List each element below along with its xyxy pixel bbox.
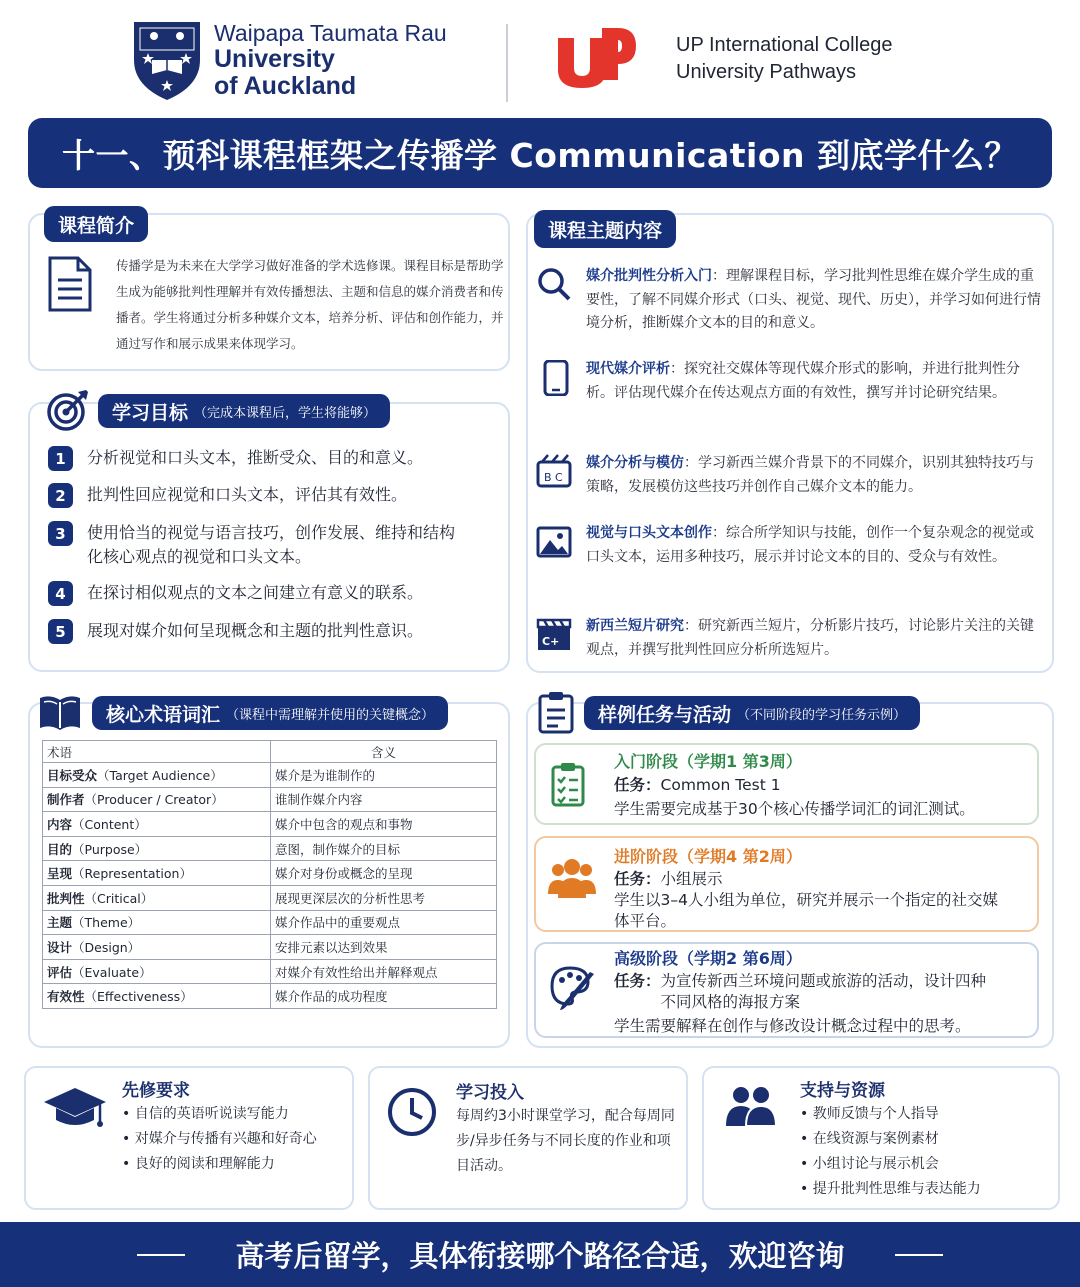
tasks-subheading: （不同阶段的学习任务示例） [737, 707, 907, 723]
topic-text: ：理解课程目标，学习批判性思维在媒介学生成的重要性，了解不同媒介形式（口头、视觉、现代、历史），并学习如何进行情境分析，推断媒介文本的目的和意义。 [586, 268, 1041, 331]
clock-icon [386, 1086, 438, 1138]
term-en: （Effectiveness） [84, 989, 193, 1005]
table-row [43, 812, 497, 837]
prereq-list [122, 1102, 317, 1177]
goal-text: 在探讨相似观点的文本之间建立有意义的联系。 [87, 583, 424, 602]
goal-number: 4 [48, 581, 73, 606]
svg-text:C+: C+ [542, 635, 560, 648]
university-crest-logo [132, 20, 202, 102]
university-name [214, 20, 447, 100]
target-icon [46, 388, 90, 432]
topic-text: ：研究新西兰短片，分析影片技巧，讨论影片关注的关键观点，并撰写批判性回应分析所选短片。 [586, 618, 1034, 658]
table-row [43, 836, 497, 861]
glossary-meaning: 意图，制作媒介的目标 [271, 836, 497, 861]
column-header-term: 术语 [43, 741, 271, 763]
glossary-table-body [43, 763, 497, 1009]
glossary-heading [92, 696, 448, 730]
glossary-meaning: 媒介对身份或概念的呈现 [271, 861, 497, 886]
clipboard-icon [538, 690, 574, 734]
goal-item-2 [48, 483, 488, 508]
goal-item-1 [48, 446, 488, 471]
task-body [614, 775, 1034, 820]
table-row [43, 959, 497, 984]
term-en: （Evaluate） [72, 964, 152, 980]
palette-brush-icon [548, 964, 598, 1014]
footer-banner [0, 1222, 1080, 1287]
glossary-term [43, 885, 271, 910]
glossary-term [43, 935, 271, 960]
topic-item-1 [586, 265, 1044, 336]
list-item: • 提升批判性思维与表达能力 [800, 1177, 981, 1202]
clapperboard-icon [536, 616, 572, 652]
goal-number: 2 [48, 483, 73, 508]
up-college-name [676, 32, 892, 86]
table-row [43, 885, 497, 910]
term-zh: 目的 [47, 841, 73, 857]
topic-item-3 [586, 452, 1044, 499]
term-en: （Design） [72, 939, 141, 955]
list-item: • 教师反馈与个人指导 [800, 1102, 981, 1127]
media-box-icon [536, 452, 572, 488]
glossary-term [43, 910, 271, 935]
topics-heading [534, 210, 676, 248]
up-college-name-line1: UP International College [676, 34, 893, 56]
term-zh: 主题 [47, 915, 73, 931]
topic-title: 新西兰短片研究 [586, 618, 684, 634]
image-icon [536, 524, 572, 560]
footer-text: 高考后留学，具体衔接哪个路径合适，欢迎咨询 [235, 1239, 845, 1273]
glossary-term [43, 763, 271, 788]
goals-heading [98, 394, 390, 428]
intro-text: 传播学是为未来在大学学习做好准备的学术选修课。课程目标是帮助学生成为能够批判性理解并有效传播想法、主题和信息的媒介消费者和传播者。学生将通过分析多种媒介文本，培养分析、评估和创作能力，并通过写作和展示成果来体现学习。 [116, 258, 504, 351]
glossary-meaning: 安排元素以达到效果 [271, 935, 497, 960]
topic-item-2 [586, 358, 1044, 405]
footer-dash-right [895, 1254, 943, 1256]
topic-text: ：学习新西兰媒介背景下的不同媒介，识别其独特技巧与策略，发展模仿这些技巧并创作自己媒介文本的能力。 [586, 455, 1034, 495]
task-label: 任务： [614, 972, 661, 990]
table-row [43, 787, 497, 812]
goal-number: 5 [48, 619, 73, 644]
graduation-cap-icon [42, 1086, 108, 1132]
university-name-maori: Waipapa Taumata Rau [214, 20, 447, 46]
topic-title: 现代媒介评析 [586, 361, 670, 377]
list-item: • 小组讨论与展示机会 [800, 1152, 981, 1177]
glossary-term [43, 861, 271, 886]
table-row [43, 763, 497, 788]
intro-heading [44, 206, 148, 242]
task-body [614, 869, 1004, 932]
goals-subheading: （完成本课程后，学生将能够） [194, 405, 377, 421]
topics-heading-text: 课程主题内容 [548, 219, 663, 242]
task-stage: 进阶阶段（学期4 第2周） [614, 847, 802, 866]
term-zh: 制作者 [47, 792, 85, 808]
term-en: （Target Audience） [97, 767, 223, 783]
goals-heading-text: 学习目标 [112, 401, 189, 424]
topic-text: ：综合所学知识与技能，创作一个复杂观念的视觉或口头文本，运用多种技巧，展示并讨论文本的目的、受众与有效性。 [586, 525, 1034, 565]
table-header-row [43, 741, 497, 763]
glossary-meaning: 媒介作品中的重要观点 [271, 910, 497, 935]
support-heading: 支持与资源 [800, 1081, 885, 1101]
list-item: • 良好的阅读和理解能力 [122, 1152, 317, 1177]
table-row [43, 935, 497, 960]
task-label: 任务： [614, 870, 661, 888]
list-item: • 在线资源与案例素材 [800, 1127, 981, 1152]
term-zh: 设计 [47, 939, 73, 955]
goal-text: 分析视觉和口头文本，推断受众、目的和意义。 [87, 448, 424, 467]
glossary-term [43, 959, 271, 984]
table-row [43, 861, 497, 886]
tasks-heading-text: 样例任务与活动 [598, 703, 732, 726]
glossary-term [43, 812, 271, 837]
task-name: Common Test 1 [660, 776, 781, 794]
term-en: （Producer / Creator） [84, 792, 224, 808]
workload-heading: 学习投入 [456, 1083, 524, 1103]
topic-item-4 [586, 522, 1044, 569]
table-row [43, 910, 497, 935]
svg-text:B C: B C [544, 471, 563, 484]
glossary-heading-text: 核心术语词汇 [106, 703, 221, 726]
task-card-advanced [534, 836, 1039, 932]
term-zh: 批判性 [47, 890, 85, 906]
support-list [800, 1102, 981, 1202]
task-stage: 高级阶段（学期2 第6周） [614, 949, 802, 968]
topic-item-5 [586, 615, 1044, 662]
prereq-heading: 先修要求 [122, 1081, 190, 1101]
list-item: • 对媒介与传播有兴趣和好奇心 [122, 1127, 317, 1152]
glossary-meaning: 谁制作媒介内容 [271, 787, 497, 812]
smartphone-icon [538, 360, 574, 396]
university-name-line2: University [214, 45, 335, 73]
task-name: 为宣传新西兰环境问题或旅游的活动，设计四种不同风格的海报方案 [660, 972, 987, 1011]
term-zh: 评估 [47, 964, 73, 980]
topic-title: 视觉与口头文本创作 [586, 525, 712, 541]
topic-text: ：探究社交媒体等现代媒介形式的影响，并进行批判性分析。评估现代媒介在传达观点方面的有效性，撰写并讨论研究结果。 [586, 361, 1020, 401]
workload-text: 每周约3小时课堂学习，配合每周同步/异步任务与不同长度的作业和项目活动。 [456, 1108, 675, 1174]
glossary-subheading: （课程中需理解并使用的关键概念） [226, 707, 435, 723]
university-name-line3: of Auckland [214, 72, 357, 100]
glossary-meaning: 展现更深层次的分析性思考 [271, 885, 497, 910]
task-card-intro [534, 743, 1039, 825]
workload-card [368, 1066, 688, 1210]
checklist-icon [550, 761, 590, 809]
goal-text: 使用恰当的视觉与语言技巧，创作发展、维持和结构化核心观点的视觉和口头文本。 [87, 523, 456, 566]
glossary-meaning: 媒介作品的成功程度 [271, 984, 497, 1009]
task-body [614, 971, 1024, 1037]
header [0, 0, 1080, 118]
goal-item-3 [48, 521, 463, 569]
term-en: （Critical） [84, 890, 154, 906]
task-name: 小组展示 [660, 870, 723, 888]
footer-dash-left [137, 1254, 185, 1256]
list-item: • 自信的英语听说读写能力 [122, 1102, 317, 1127]
document-icon [46, 256, 94, 312]
task-description: 学生需要完成基于30个核心传播学词汇的词汇测试。 [614, 800, 975, 818]
prereq-card [24, 1066, 354, 1210]
term-zh: 呈现 [47, 866, 73, 882]
task-stage: 入门阶段（学期1 第3周） [614, 752, 802, 771]
goal-item-4 [48, 581, 488, 606]
table-row [43, 984, 497, 1009]
glossary-term [43, 836, 271, 861]
glossary-meaning: 媒介是为谁制作的 [271, 763, 497, 788]
topic-title: 媒介批判性分析入门 [586, 268, 712, 284]
goal-number: 3 [48, 521, 73, 546]
term-en: （Content） [72, 816, 147, 832]
up-college-logo [556, 24, 638, 90]
glossary-term [43, 984, 271, 1009]
task-description: 学生需要解释在创作与修改设计概念过程中的思考。 [614, 1017, 971, 1035]
column-header-meaning: 含义 [271, 741, 497, 763]
page-title: 十一、预科课程框架之传播学 Communication 到底学什么？ [28, 118, 1052, 188]
header-divider [506, 24, 508, 102]
magnifier-icon [536, 266, 572, 302]
glossary-meaning: 对媒介有效性给出并解释观点 [271, 959, 497, 984]
task-label: 任务： [614, 776, 661, 794]
term-zh: 内容 [47, 816, 73, 832]
goal-text: 批判性回应视觉和口头文本，评估其有效性。 [87, 485, 408, 504]
task-card-senior [534, 942, 1039, 1038]
glossary-table [42, 740, 497, 1009]
group-people-icon [546, 858, 598, 900]
term-zh: 有效性 [47, 989, 85, 1005]
topic-title: 媒介分析与模仿 [586, 455, 684, 471]
up-college-name-line2: University Pathways [676, 61, 857, 83]
glossary-meaning: 媒介中包含的观点和事物 [271, 812, 497, 837]
glossary-term [43, 787, 271, 812]
term-en: （Representation） [72, 866, 192, 882]
support-card [702, 1066, 1060, 1210]
user-group-icon [724, 1084, 778, 1130]
task-description: 学生以3–4人小组为单位，研究并展示一个指定的社交媒体平台。 [614, 891, 998, 930]
tasks-heading [584, 696, 920, 730]
goal-item-5 [48, 619, 488, 644]
open-book-icon [38, 694, 82, 732]
goal-number: 1 [48, 446, 73, 471]
term-en: （Theme） [72, 915, 141, 931]
term-en: （Purpose） [72, 841, 148, 857]
goal-text: 展现对媒介如何呈现概念和主题的批判性意识。 [87, 621, 424, 640]
term-zh: 目标受众 [47, 767, 98, 783]
intro-heading-text: 课程简介 [58, 214, 135, 237]
